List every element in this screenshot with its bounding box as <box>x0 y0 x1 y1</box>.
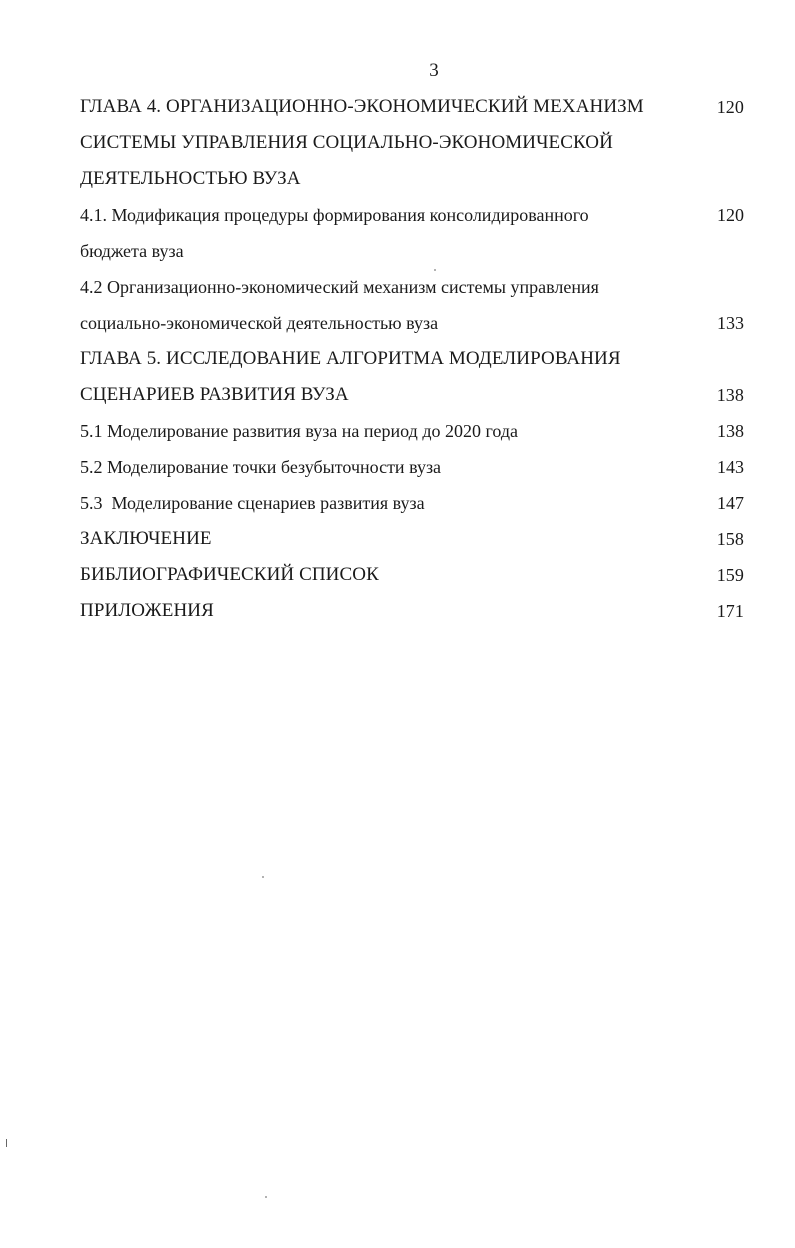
toc-entry-text: ПРИЛОЖЕНИЯ <box>80 600 214 621</box>
toc-entry-section-4-2-cont <box>80 305 744 341</box>
toc-entry-page: 133 <box>717 313 744 333</box>
toc-entry-text: ЗАКЛЮЧЕНИЕ <box>80 528 212 549</box>
page-number: 3 <box>429 60 439 81</box>
toc-entry-text: 4.2 Организационно-экономический механизм системы управления <box>80 277 599 297</box>
toc-entry-page: 171 <box>716 601 744 621</box>
toc-entry-chapter-4-cont <box>80 125 744 161</box>
toc-entry-bibliography <box>80 557 744 593</box>
toc-entry-page: 138 <box>716 385 744 405</box>
scan-speck <box>262 876 264 878</box>
toc-entry-text: ГЛАВА 5. ИССЛЕДОВАНИЕ АЛГОРИТМА МОДЕЛИРОВАНИЯ <box>80 348 621 369</box>
toc-entry-section-5-2 <box>80 449 744 485</box>
toc-entry-chapter-4-cont <box>80 161 744 197</box>
toc-entry-text: ДЕЯТЕЛЬНОСТЬЮ ВУЗА <box>80 168 301 189</box>
toc-entry-text: БИБЛИОГРАФИЧЕСКИЙ СПИСОК <box>80 564 379 585</box>
toc-entry-section-4-1-cont <box>80 233 744 269</box>
toc-entry-page: 120 <box>717 205 744 225</box>
toc-entry-page: 159 <box>716 565 744 585</box>
toc-entry-text: 5.1 Моделирование развития вуза на период до 2020 года <box>80 421 519 441</box>
scan-speck <box>265 1196 267 1198</box>
toc-entry-section-4-1 <box>80 197 744 233</box>
toc-entry-chapter-4 <box>80 89 744 125</box>
toc-entry-page: 143 <box>717 457 744 477</box>
toc-entry-text: 4.1. Модификация процедуры формирования консолидированного <box>80 205 589 225</box>
toc-entry-conclusion <box>80 521 744 557</box>
toc-entry-chapter-5-cont <box>80 377 744 413</box>
toc-entry-text: социально-экономической деятельностью вуза <box>80 313 439 333</box>
toc-entry-page: 147 <box>717 493 744 513</box>
toc-entry-text: СИСТЕМЫ УПРАВЛЕНИЯ СОЦИАЛЬНО-ЭКОНОМИЧЕСКОЙ <box>80 132 613 153</box>
toc-entry-section-5-3 <box>80 485 744 521</box>
toc-entry-page: 120 <box>716 97 744 117</box>
toc-entry-text: 5.2 Моделирование точки безубыточности вуза <box>80 457 442 477</box>
toc-entry-section-4-2 <box>80 269 744 305</box>
toc-entry-text: ГЛАВА 4. ОРГАНИЗАЦИОННО-ЭКОНОМИЧЕСКИЙ МЕХАНИЗМ <box>80 96 644 117</box>
toc-entry-page: 158 <box>716 529 744 549</box>
toc-entry-text: СЦЕНАРИЕВ РАЗВИТИЯ ВУЗА <box>80 384 349 405</box>
scan-speck <box>434 269 436 271</box>
toc-entry-text: 5.3 Моделирование сценариев развития вуза <box>80 493 425 513</box>
toc-entry-text: бюджета вуза <box>80 241 184 261</box>
scan-speck <box>6 1139 7 1147</box>
table-of-contents <box>80 89 744 629</box>
toc-entry-page: 138 <box>717 421 744 441</box>
toc-entry-section-5-1 <box>80 413 744 449</box>
toc-entry-appendices <box>80 593 744 629</box>
toc-entry-chapter-5 <box>80 341 744 377</box>
